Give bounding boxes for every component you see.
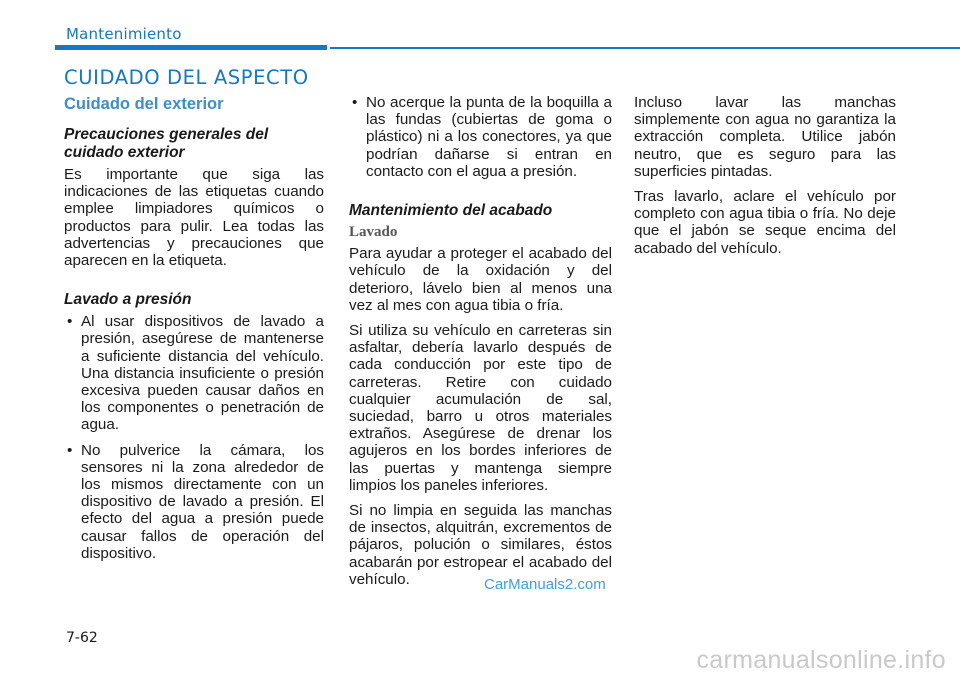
bullet-list: [64, 313, 324, 562]
column-3: [634, 94, 896, 265]
list-item: [349, 94, 612, 180]
header-bar-left: [55, 45, 327, 50]
paragraph: Para ayudar a proteger el acabado del vehículo de la oxidación y del deterioro, lávelo bien al menos una vez al mes con agua tibia o fría.: [349, 245, 612, 314]
bullet-icon: •: [352, 94, 358, 111]
paragraph: Tras lavarlo, aclare el vehículo por completo con agua tibia o fría. No deje que el jabón se seque encima del acabado del vehículo.: [634, 188, 896, 257]
list-item-text: No pulverice la cámara, los sensores ni la zona alrededor de los mismos directamente con un dispositivo de lavado a presión. El efecto del agua a presión puede causar fallos de operación del dispositivo.: [81, 441, 324, 562]
column-2: [349, 94, 612, 596]
heading-pressure-wash: Lavado a presión: [64, 291, 192, 309]
watermark-carmanuals: CarManuals2.com: [484, 576, 606, 593]
section-title: CUIDADO DEL ASPECTO: [64, 66, 309, 89]
paragraph: Incluso lavar las manchas simplemente con agua no garantiza la extracción completa. Utilice jabón neutro, que es seguro para las superficies pintadas.: [634, 94, 896, 180]
page-number: 7-62: [66, 630, 98, 646]
subtitle-exterior: Cuidado del exterior: [64, 95, 224, 113]
paragraph: Es importante que siga las indicaciones de las etiquetas cuando emplee limpiadores químicos o productos para pulir. Lea todas las advertencias y precauciones que aparecen en la etiqueta.: [64, 166, 324, 270]
list-item: [64, 313, 324, 433]
column-1: [64, 94, 324, 570]
list-item-text: Al usar dispositivos de lavado a presión, asegúrese de mantenerse a suficiente distancia del vehículo. Una distancia insuficiente o presión excesiva pueden causar daños en los componentes o penetración de agua.: [81, 313, 324, 434]
list-item-text: No acerque la punta de la boquilla a las fundas (cubiertas de goma o plástico) ni a los conectores, ya que podrían dañarse si entran en contacto con el agua a presión.: [366, 94, 612, 180]
bullet-icon: •: [67, 441, 73, 459]
watermark-site: carmanualsonline.info: [696, 646, 946, 674]
paragraph: Si utiliza su vehículo en carreteras sin asfaltar, debería lavarlo después de cada conducción por este tipo de carreteras. Retire con cuidado cualquier acumulación de sal, suciedad, barro u otros materiales extraños. Asegúrese de drenar los agujeros en los bordes inferiores de las puertas y mantenga siempre limpios los paneles inferiores.: [349, 322, 612, 494]
chapter-title: Mantenimiento: [66, 25, 182, 43]
bullet-icon: •: [67, 313, 73, 331]
heading-washing: Lavado: [349, 224, 398, 241]
heading-general-precautions: Precauciones generales del cuidado exterior: [64, 126, 269, 161]
bullet-list: [349, 94, 612, 180]
paragraph: Si no limpia en seguida las manchas de insectos, alquitrán, excrementos de pájaros, polución o similares, éstos acabarán por estropear el acabado del vehículo.: [349, 502, 612, 588]
header-bar-right: [330, 47, 960, 49]
heading-finish-maintenance: Mantenimiento del acabado: [349, 202, 553, 220]
list-item: [64, 442, 324, 562]
